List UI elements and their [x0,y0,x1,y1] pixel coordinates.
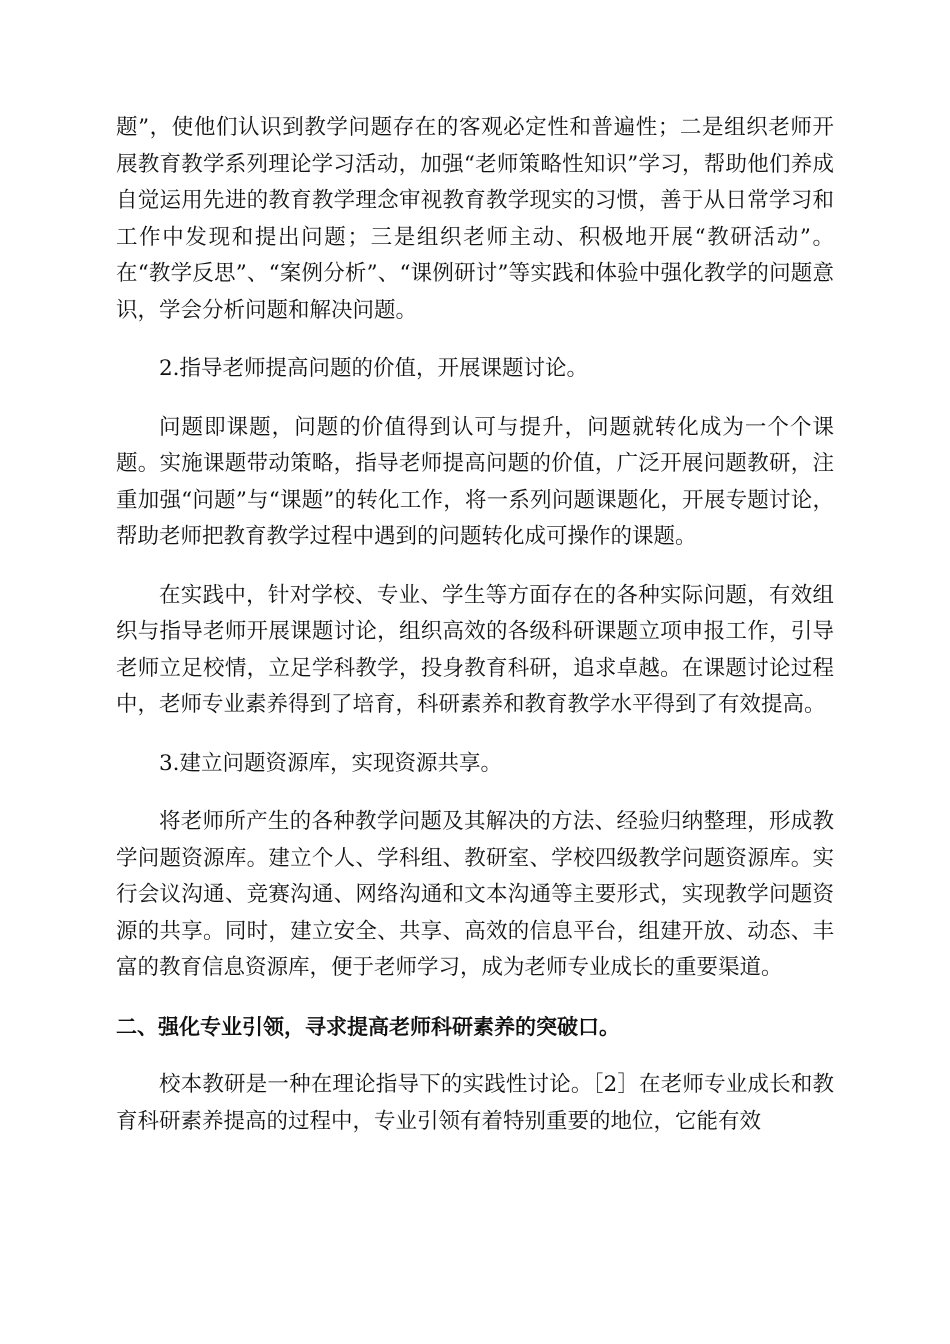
paragraph: 校本教研是一种在理论指导下的实践性讨论。［2］在老师专业成长和教育科研素养提高的过程中，专业引领有着特别重要的地位，它能有效 [116,1072,834,1134]
paragraph: 问题即课题，问题的价值得到认可与提升，问题就转化成为一个个课题。实施课题带动策略，指导老师提高问题的价值，广泛开展问题教研，注重加强“问题”与“课题”的转化工作，将一系列问题课题化，开展专题讨论，帮助老师把教育教学过程中遇到的问题转化成可操作的课题。 [116,414,834,549]
paragraph: 在实践中，针对学校、专业、学生等方面存在的各种实际问题，有效组织与指导老师开展课题讨论，组织高效的各级科研课题立项申报工作，引导老师立足校情，立足学科教学，投身教育科研，追求卓越。在课题讨论过程中，老师专业素养得到了培育，科研素养和教育教学水平得到了有效提高。 [116,582,834,717]
subheading-2: 2.指导老师提高问题的价值，开展课题讨论。 [159,356,589,381]
subheading-3: 3.建立问题资源库，实现资源共享。 [159,750,503,776]
paragraph: 将老师所产生的各种教学问题及其解决的方法、经验归纳整理，形成教学问题资源库。建立个人、学科组、教研室、学校四级教学问题资源库。实行会议沟通、竞赛沟通、网络沟通和文本沟通等主要形式，实现教学问题资源的共享。同时，建立安全、共享、高效的信息平台，组建开放、动态、丰富的教育信息资源库，便于老师学习，成为老师专业成长的重要渠道。 [116,809,834,980]
section-heading: 二、强化专业引领，寻求提高老师科研素养的突破口。 [116,1014,620,1039]
paragraph-continuation: 题”，使他们认识到教学问题存在的客观必定性和普遍性；二是组织老师开展教育教学系列理论学习活动，加强“老师策略性知识”学习，帮助他们养成自觉运用先进的教育教学理念审视教育教学现实的习惯，善于从日常学习和工作中发现和提出问题；三是组织老师主动、积极地开展“教研活动”。在“教学反思”、“案例分析”、“课例研讨”等实践和体验中强化教学的问题意识，学会分析问题和解决问题。 [116,115,834,323]
document-body [116,110,834,1162]
